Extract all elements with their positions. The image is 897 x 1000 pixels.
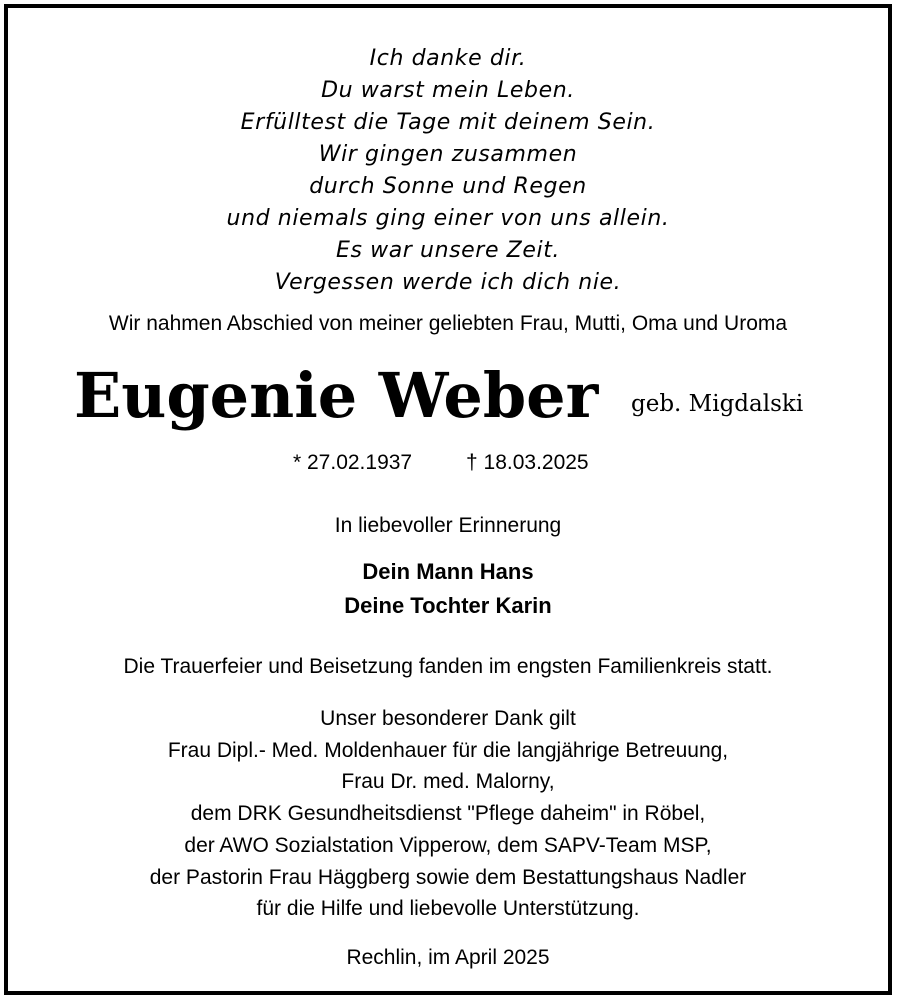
poem-line: Vergessen werde ich dich nie. <box>274 270 622 295</box>
poem-line: Wir gingen zusammen <box>318 142 578 167</box>
mourners <box>8 555 888 623</box>
poem-line: Es war unsere Zeit. <box>335 238 561 263</box>
thanks-line: dem DRK Gesundheitsdienst "Pflege daheim" in Röbel, <box>190 802 706 826</box>
funeral-note: Die Trauerfeier und Beisetzung fanden im engsten Familienkreis statt. <box>123 655 773 678</box>
birth-date: * 27.02.1937 <box>293 451 413 474</box>
poem <box>8 43 888 299</box>
poem-line: Ich danke dir. <box>369 46 527 71</box>
poem-line: und niemals ging einer von uns allein. <box>226 206 670 231</box>
death-date: † 18.03.2025 <box>466 451 589 474</box>
thanks-line: der Pastorin Frau Häggberg sowie dem Bestattungshaus Nadler <box>149 865 747 889</box>
thanks-line: der AWO Sozialstation Vipperow, dem SAPV-Team MSP, <box>184 833 712 857</box>
deceased-name-line <box>8 356 888 436</box>
memory-line: In liebevoller Erinnerung <box>334 514 562 537</box>
place-and-date: Rechlin, im April 2025 <box>346 946 550 969</box>
mourner-name: Dein Mann Hans <box>362 559 534 584</box>
thanks-line: Unser besonderer Dank gilt <box>320 707 576 730</box>
mourner-name: Deine Tochter Karin <box>344 593 552 618</box>
poem-line: Erfülltest die Tage mit deinem Sein. <box>240 110 656 135</box>
deceased-name: Eugenie Weber <box>74 359 599 432</box>
poem-line: durch Sonne und Regen <box>309 174 587 199</box>
thanks-line: für die Hilfe und liebevolle Unterstützung. <box>256 897 640 921</box>
thanks-section <box>8 703 888 925</box>
birth-name: geb. Migdalski <box>631 391 804 417</box>
thanks-line: Frau Dipl.- Med. Moldenhauer für die langjährige Betreuung, <box>167 738 729 762</box>
farewell-intro: Wir nahmen Abschied von meiner geliebten Frau, Mutti, Oma und Uroma <box>108 312 788 335</box>
obituary-frame <box>4 4 892 995</box>
obituary-content <box>8 8 888 991</box>
thanks-line: Frau Dr. med. Malorny, <box>341 770 555 794</box>
poem-line: Du warst mein Leben. <box>321 78 575 103</box>
life-dates <box>8 447 888 479</box>
